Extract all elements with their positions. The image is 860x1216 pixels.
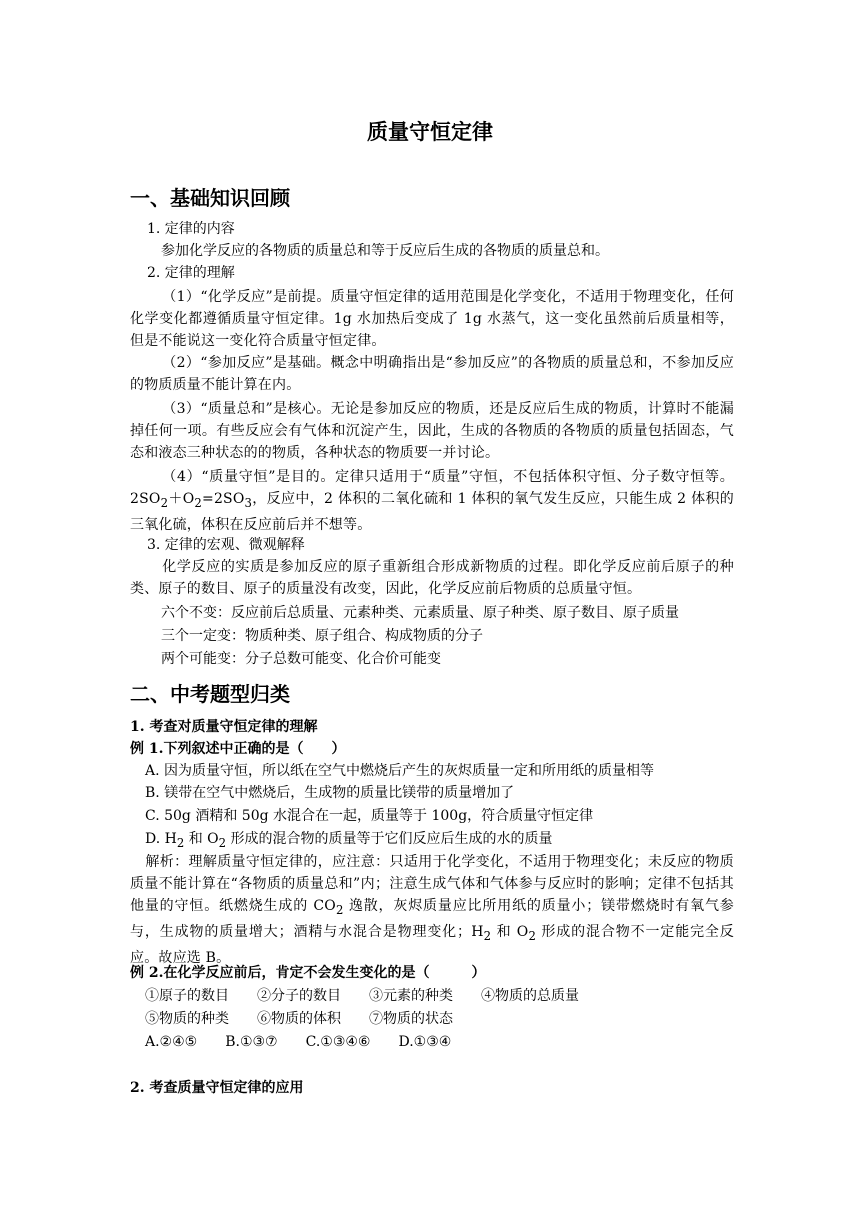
example-1-option-a: A. 因为质量守恒，所以纸在空气中燃烧后产生的灰烬质量一定和所用纸的质量相等: [145, 763, 655, 779]
subscript: 2: [335, 902, 344, 917]
option-d-b: 和 O: [184, 831, 219, 847]
paragraph-4: [130, 466, 734, 536]
paragraph-4-c: =2SO: [202, 491, 245, 507]
six-unchanged: 六个不变：反应前后总质量、元素种类、元素质量、原子种类、原子数目、原子质量: [161, 605, 679, 621]
example-2-question: 例 2.在化学反应前后，肯定不会发生变化的是（ ）: [130, 965, 486, 981]
subscript: 2: [483, 928, 492, 943]
example-2-options-row-1: ①原子的数目 ②分子的数目 ③元素的种类 ④物质的总质量: [145, 988, 579, 1004]
option-d-c: 形成的混合物的质量等于它们反应后生成的水的质量: [226, 831, 553, 847]
analysis-c: 和 O: [491, 923, 529, 940]
item-2-label: 2. 定律的理解: [147, 265, 235, 281]
example-1-option-d: [145, 828, 553, 854]
paragraph-4-b: ＋O: [168, 491, 195, 507]
subscript: 2: [528, 928, 537, 943]
example-1-option-c: C. 50g 酒精和 50g 水混合在一起，质量等于 100g，符合质量守恒定律: [145, 808, 594, 824]
item-3-label: 3. 定律的宏观、微观解释: [147, 537, 305, 553]
page-title: 质量守恒定律: [367, 120, 493, 144]
paragraph-2: （2）“参加反应”是基础。概念中明确指出是“参加反应”的各物质的质量总和，不参加反应的物质质量不能计算在内。: [130, 355, 734, 393]
two-possible: 两个可能变：分子总数可能变、化合价可能变: [161, 651, 441, 667]
analysis-a: 解析：理解质量守恒定律的，应注意：只适用于化学变化，不适用于物理变化；未反应的物质质量不能计算在“各物质的质量总和”内；注意生成气体和气体参与反应时的影响；定律不包括其他量的守恒。纸燃烧生成的 CO: [130, 854, 734, 914]
item-1-text: 参加化学反应的各物质的质量总和等于反应后生成的各物质的质量总和。: [161, 243, 609, 259]
option-d-a: D. H: [145, 831, 177, 847]
subscript: 2: [218, 835, 227, 850]
example-1-question: 例 1.下列叙述中正确的是（ ）: [130, 741, 346, 757]
example-2-answers: A.②④⑤ B.①③⑦ C.①③④⑥ D.①③④: [145, 1034, 452, 1050]
paragraph-4-a: （4）“质量守恒”是目的。定律只适用于“质量”守恒，不包括体积守恒、分子数守恒等。2SO: [130, 469, 734, 507]
paragraph-1: （1）“化学反应”是前提。质量守恒定律的适用范围是化学变化，不适用于物理变化，任何化学变化都遵循质量守恒定律。1g 水加热后变成了 1g 水蒸气，这一变化虽然前后质量相等，但是不能说这一变化符合质量守恒定律。: [130, 289, 734, 349]
example-1-analysis: [130, 851, 734, 969]
section-heading-exam: 二、中考题型归类: [130, 682, 290, 706]
item-1-label: 1. 定律的内容: [147, 221, 235, 237]
subscript: 2: [160, 495, 169, 510]
type-2-heading: 2. 考查质量守恒定律的应用: [130, 1080, 304, 1096]
example-2-options-row-2: ⑤物质的种类 ⑥物质的体积 ⑦物质的状态: [145, 1011, 453, 1027]
subscript: 2: [194, 495, 203, 510]
analysis-b: 逸散，灰烬质量应比所用纸的质量小；镁带燃烧时有氧气参与，生成物的质量增大；酒精与水混合是物理变化；H: [130, 898, 734, 940]
item-3-text: 化学反应的实质是参加反应的原子重新组合形成新物质的过程。即化学反应前后原子的种类、原子的数目、原子的质量没有改变，因此，化学反应前后物质的总质量守恒。: [130, 559, 734, 597]
example-1-option-b: B. 镁带在空气中燃烧后，生成物的质量比镁带的质量增加了: [145, 785, 515, 801]
paragraph-4-d: ，反应中，2 体积的二氧化硫和 1 体积的氧气发生反应，只能生成 2 体积的三氧化硫，体积在反应前后并不想等。: [130, 491, 734, 533]
section-heading-basics: 一、基础知识回顾: [130, 186, 290, 210]
subscript: 3: [244, 495, 253, 510]
type-1-heading: 1. 考查对质量守恒定律的理解: [130, 719, 318, 735]
paragraph-3: （3）“质量总和”是核心。无论是参加反应的物质，还是反应后生成的物质，计算时不能漏掉任何一项。有些反应会有气体和沉淀产生，因此，生成的各物质的各物质的质量包括固态，气态和液态三种状态的的物质，各种状态的物质要一并讨论。: [130, 401, 734, 461]
subscript: 2: [176, 835, 185, 850]
analysis-d: 形成的混合物不一定能完全反应。故应选 B。: [130, 923, 734, 966]
three-changed: 三个一定变：物质种类、原子组合、构成物质的分子: [161, 628, 483, 644]
